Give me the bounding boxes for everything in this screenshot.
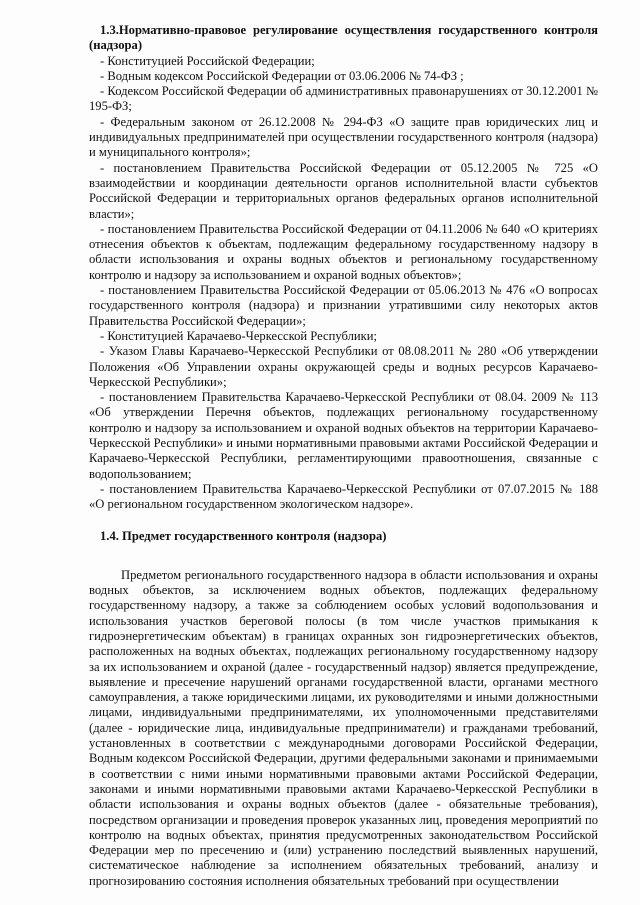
list-item: - постановлением Правительства Российской Федерации от 05.12.2005 № 725 «О взаимодействии и координации деятельности органов исполнительной власти субъектов Российской Федерации и территориальных органов федеральных органов исполнительной власти»;: [89, 160, 598, 221]
list-item: - постановлением Правительства Российской Федерации от 04.11.2006 № 640 «О критериях отнесения объектов к объектам, подлежащим федеральному государственному надзору в области использования и охраны водных объектов и региональному государственному контролю и надзору за использованием и охраной водных объектов»;: [89, 221, 598, 282]
document-body: [89, 23, 598, 889]
list-item: - Кодексом Российской Федерации об административных правонарушениях от 30.12.2001 № 195-ФЗ;: [89, 84, 598, 114]
section-1-3-heading: 1.3.Нормативно-правовое регулирование осуществления государственного контроля (надзора): [89, 23, 598, 53]
section-1-4-heading: 1.4. Предмет государственного контроля (надзора): [100, 528, 387, 543]
list-item: - Указом Главы Карачаево-Черкесской Республики от 08.08.2011 № 280 «Об утверждении Положения «Об Управлении охраны окружающей среды и водных ресурсов Карачаево-Черкесской Республики»;: [89, 344, 598, 389]
list-item: - Федеральным законом от 26.12.2008 № 294-ФЗ «О защите прав юридических лиц и индивидуальных предпринимателей при осуществлении государственного контроля (надзора) и муниципального контроля»;: [89, 114, 598, 160]
section-spacer: [89, 544, 598, 568]
section-spacer: [89, 513, 598, 529]
legal-basis-list: [89, 54, 598, 513]
list-item: - постановлением Правительства Карачаево-Черкесской Республики от 07.07.2015 № 188 «О региональном государственном экологическом надзоре».: [89, 481, 598, 512]
list-item: - Конституцией Карачаево-Черкесской Республики;: [100, 328, 377, 343]
list-item: - Водным кодексом Российской Федерации от 03.06.2006 № 74-ФЗ ;: [100, 68, 464, 83]
section-1-4-paragraph: Предметом регионального государственного надзора в области использования и охраны водных объектов, за исключением водных объектов, подлежащих федеральному государственному надзору, а также за соблюдением особых условий водопользования и использования участков береговой полосы (в том числе участков примыкания к гидроэнергетическим объектам) в границах охранных зон гидроэнергетических объектов, расположенных на водных объектах, подлежащих региональному государственному надзору за их использованием и охраной (далее - государственный надзор) является предупреждение, выявление и пресечение нарушений органами государственной власти, органами местного самоуправления, а также юридическими лицами, их руководителями и иными должностными лицами, индивидуальными предпринимателями, их уполномоченными представителями (далее - юридические лица, индивидуальные предприниматели) и гражданами требований, установленных в соответствии с международными договорами Российской Федерации, Водным кодексом Российской Федерации, другими федеральными законами и принимаемыми в соответствии с ними иными нормативными правовыми актами Российской Федерации, законами и иными нормативными правовыми актами Карачаево-Черкесской Республики в области использования и охраны водных объектов (далее - обязательные требования), посредством организации и проведения проверок указанных лиц, проведения мероприятий по контролю на водных объектах, принятия предусмотренных законодательством Российской Федерации мер по пресечению и (или) устранению последствий выявленных нарушений, систематическое наблюдение за исполнением обязательных требований, анализу и прогнозированию состояния исполнения обязательных требований при осуществлении: [89, 567, 598, 888]
list-item: - Конституцией Российской Федерации;: [100, 53, 315, 68]
list-item: - постановлением Правительства Карачаево-Черкесской Республики от 08.04. 2009 № 113 «Об утверждении Перечня объектов, подлежащих региональному государственному контролю и надзору за использованием и охраной водных объектов на территории Карачаево-Черкесской Республики» и иными нормативными правовыми актами Российской Федерации и Карачаево-Черкесской Республики, регламентирующими правоотношения, связанные с водопользованием;: [89, 390, 598, 481]
list-item: - постановлением Правительства Российской Федерации от 05.06.2013 № 476 «О вопросах государственного контроля (надзора) и признании утратившими силу некоторых актов Правительства Российской Федерации»;: [89, 283, 598, 328]
